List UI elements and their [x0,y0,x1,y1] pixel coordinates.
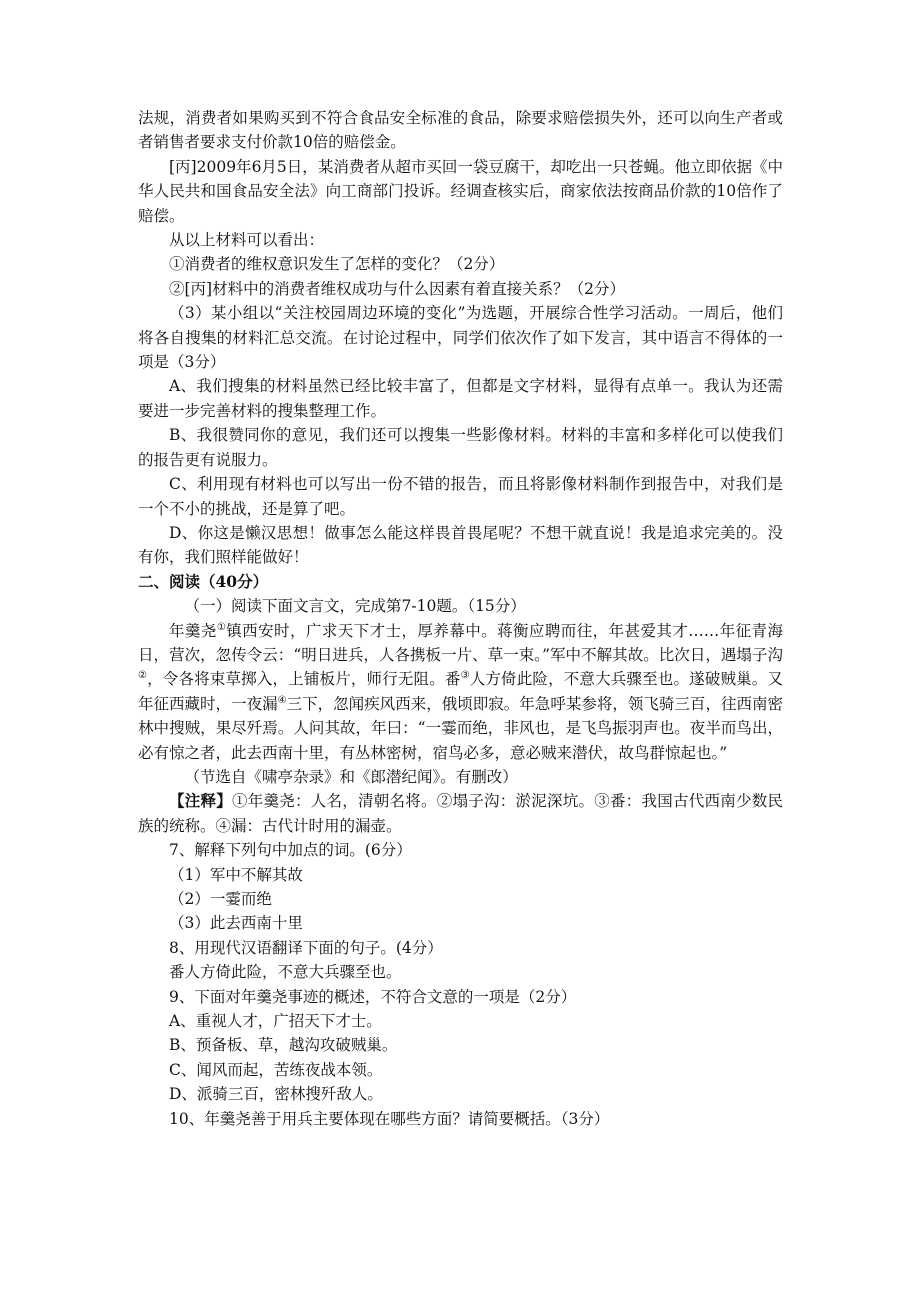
question-3: （3）某小组以“关注校园周边环境的变化”为选题，开展综合性学习活动。一周后，他们将各自搜集的材料汇总交流。在讨论过程中，同学们依次作了如下发言，其中语言不得体的一项是（3分） [138,304,783,372]
question-8: 8、用现代汉语翻译下面的句子。(4分） [169,938,443,957]
question-1: ①消费者的维权意识发生了怎样的变化？（2分） [169,255,505,274]
footnote-marker: ③ [460,670,470,682]
question-2: ②[丙]材料中的消费者维权成功与什么因素有着直接关系？（2分） [169,279,625,298]
option-c: C、利用现有材料也可以写出一份不错的报告，而且将影像材料制作到报告中，对我们是一个不小的挑战，还是算了吧。 [138,475,783,518]
notes [138,789,783,838]
footnote-marker: ② [138,670,148,682]
passage-text: 镇西安时，广求天下才士，厚养幕中。蒋衡应聘而往，年甚爱其才……年征青海日，营次，忽传令云：“明日进兵，人各携板一片、草一束。”军中不解其故。比次日，遇塌子沟 [138,621,783,664]
notes-text: ①年羹尧：人名，清朝名将。②塌子沟：淤泥深坑。③番：我国古代西南少数民族的统称。④漏：古代计时用的漏壶。 [138,792,783,835]
subsection-heading: （一）阅读下面文言文，完成第7-10题。（15分） [184,597,526,616]
option-a: A、我们搜集的材料虽然已经比较丰富了，但都是文字材料，显得有点单一。我认为还需要进一步完善材料的搜集整理工作。 [138,377,783,420]
question-9-option-b: B、预备板、草，越沟攻破贼巢。 [169,1036,398,1055]
option-d: D、你这是懒汉思想！做事怎么能这样畏首畏尾呢？不想干就直说！我是追求完美的。没有你，我们照样能做好！ [138,523,783,567]
section-heading-reading: 二、阅读（40分） [138,571,269,591]
passage-text: 年羹尧 [169,621,217,640]
passage-text: 三下，忽闻疾风西来，俄顷即寂。年急呼某参将，领飞骑三百，往西南密林中搜贼，果尽歼焉。人问其故，年曰：“一霎而绝，非风也，是飞鸟振羽声也。夜半而鸟出，必有惊之者，此去西南十里，有丛林密树，宿鸟必多，意必贼来潜伏，故鸟群惊起也。” [138,694,783,762]
passage-text: 人方倚此险，不意大兵骤至也。遂破贼巢。又年征西藏时，一夜漏 [138,670,783,713]
passage-source: （节选自《啸亭杂录》和《郎潜纪闻》。有删改） [184,767,518,786]
question-9-option-d: D、派骑三百，密林搜歼敌人。 [169,1085,383,1104]
question-7-item-1: （1）军中不解其故 [169,865,303,884]
footnote-marker: ① [216,621,227,633]
question-7-item-2: （2）一霎而绝 [169,890,272,908]
option-b: B、我很赞同你的意见，我们还可以搜集一些影像材料。材料的丰富和多样化可以使我们的报告更有说服力。 [138,426,783,469]
document-body [138,106,783,1131]
passage-text: ，令各将束草掷入，上铺板片，师行无阻。番 [147,670,461,689]
paragraph-material-bing: [丙]2009年6月5日，某消费者从超市买回一袋豆腐干，却吃出一只苍蝇。他立即依据《中华人民共和国食品安全法》向工商部门投诉。经调查核实后，商家依法按商品价款的10倍作了赔偿。 [138,157,783,225]
footnote-marker: ④ [277,694,287,706]
question-10: 10、年羹尧善于用兵主要体现在哪些方面？请简要概括。（3分） [169,1109,610,1128]
question-8-sentence: 番人方倚此险，不意大兵骤至也。 [169,963,402,982]
question-7-item-3: （3）此去西南十里 [169,914,303,933]
question-9: 9、下面对年羹尧事迹的概述，不符合文意的一项是（2分） [169,987,577,1006]
classical-passage [138,619,783,765]
question-9-option-a: A、重视人才，广招天下才士。 [169,1012,382,1031]
paragraph-law: 法规，消费者如果购买到不符合食品安全标准的食品，除要求赔偿损失外，还可以向生产者或者销售者要求支付价款10倍的赔偿金。 [138,109,783,152]
question-7: 7、解释下列句中加点的词。(6分） [169,841,412,860]
notes-label: 【注释】 [169,791,232,811]
paragraph-conclusion-intro: 从以上材料可以看出： [169,231,325,250]
question-9-option-c: C、闻风而起，苦练夜战本领。 [169,1060,383,1079]
